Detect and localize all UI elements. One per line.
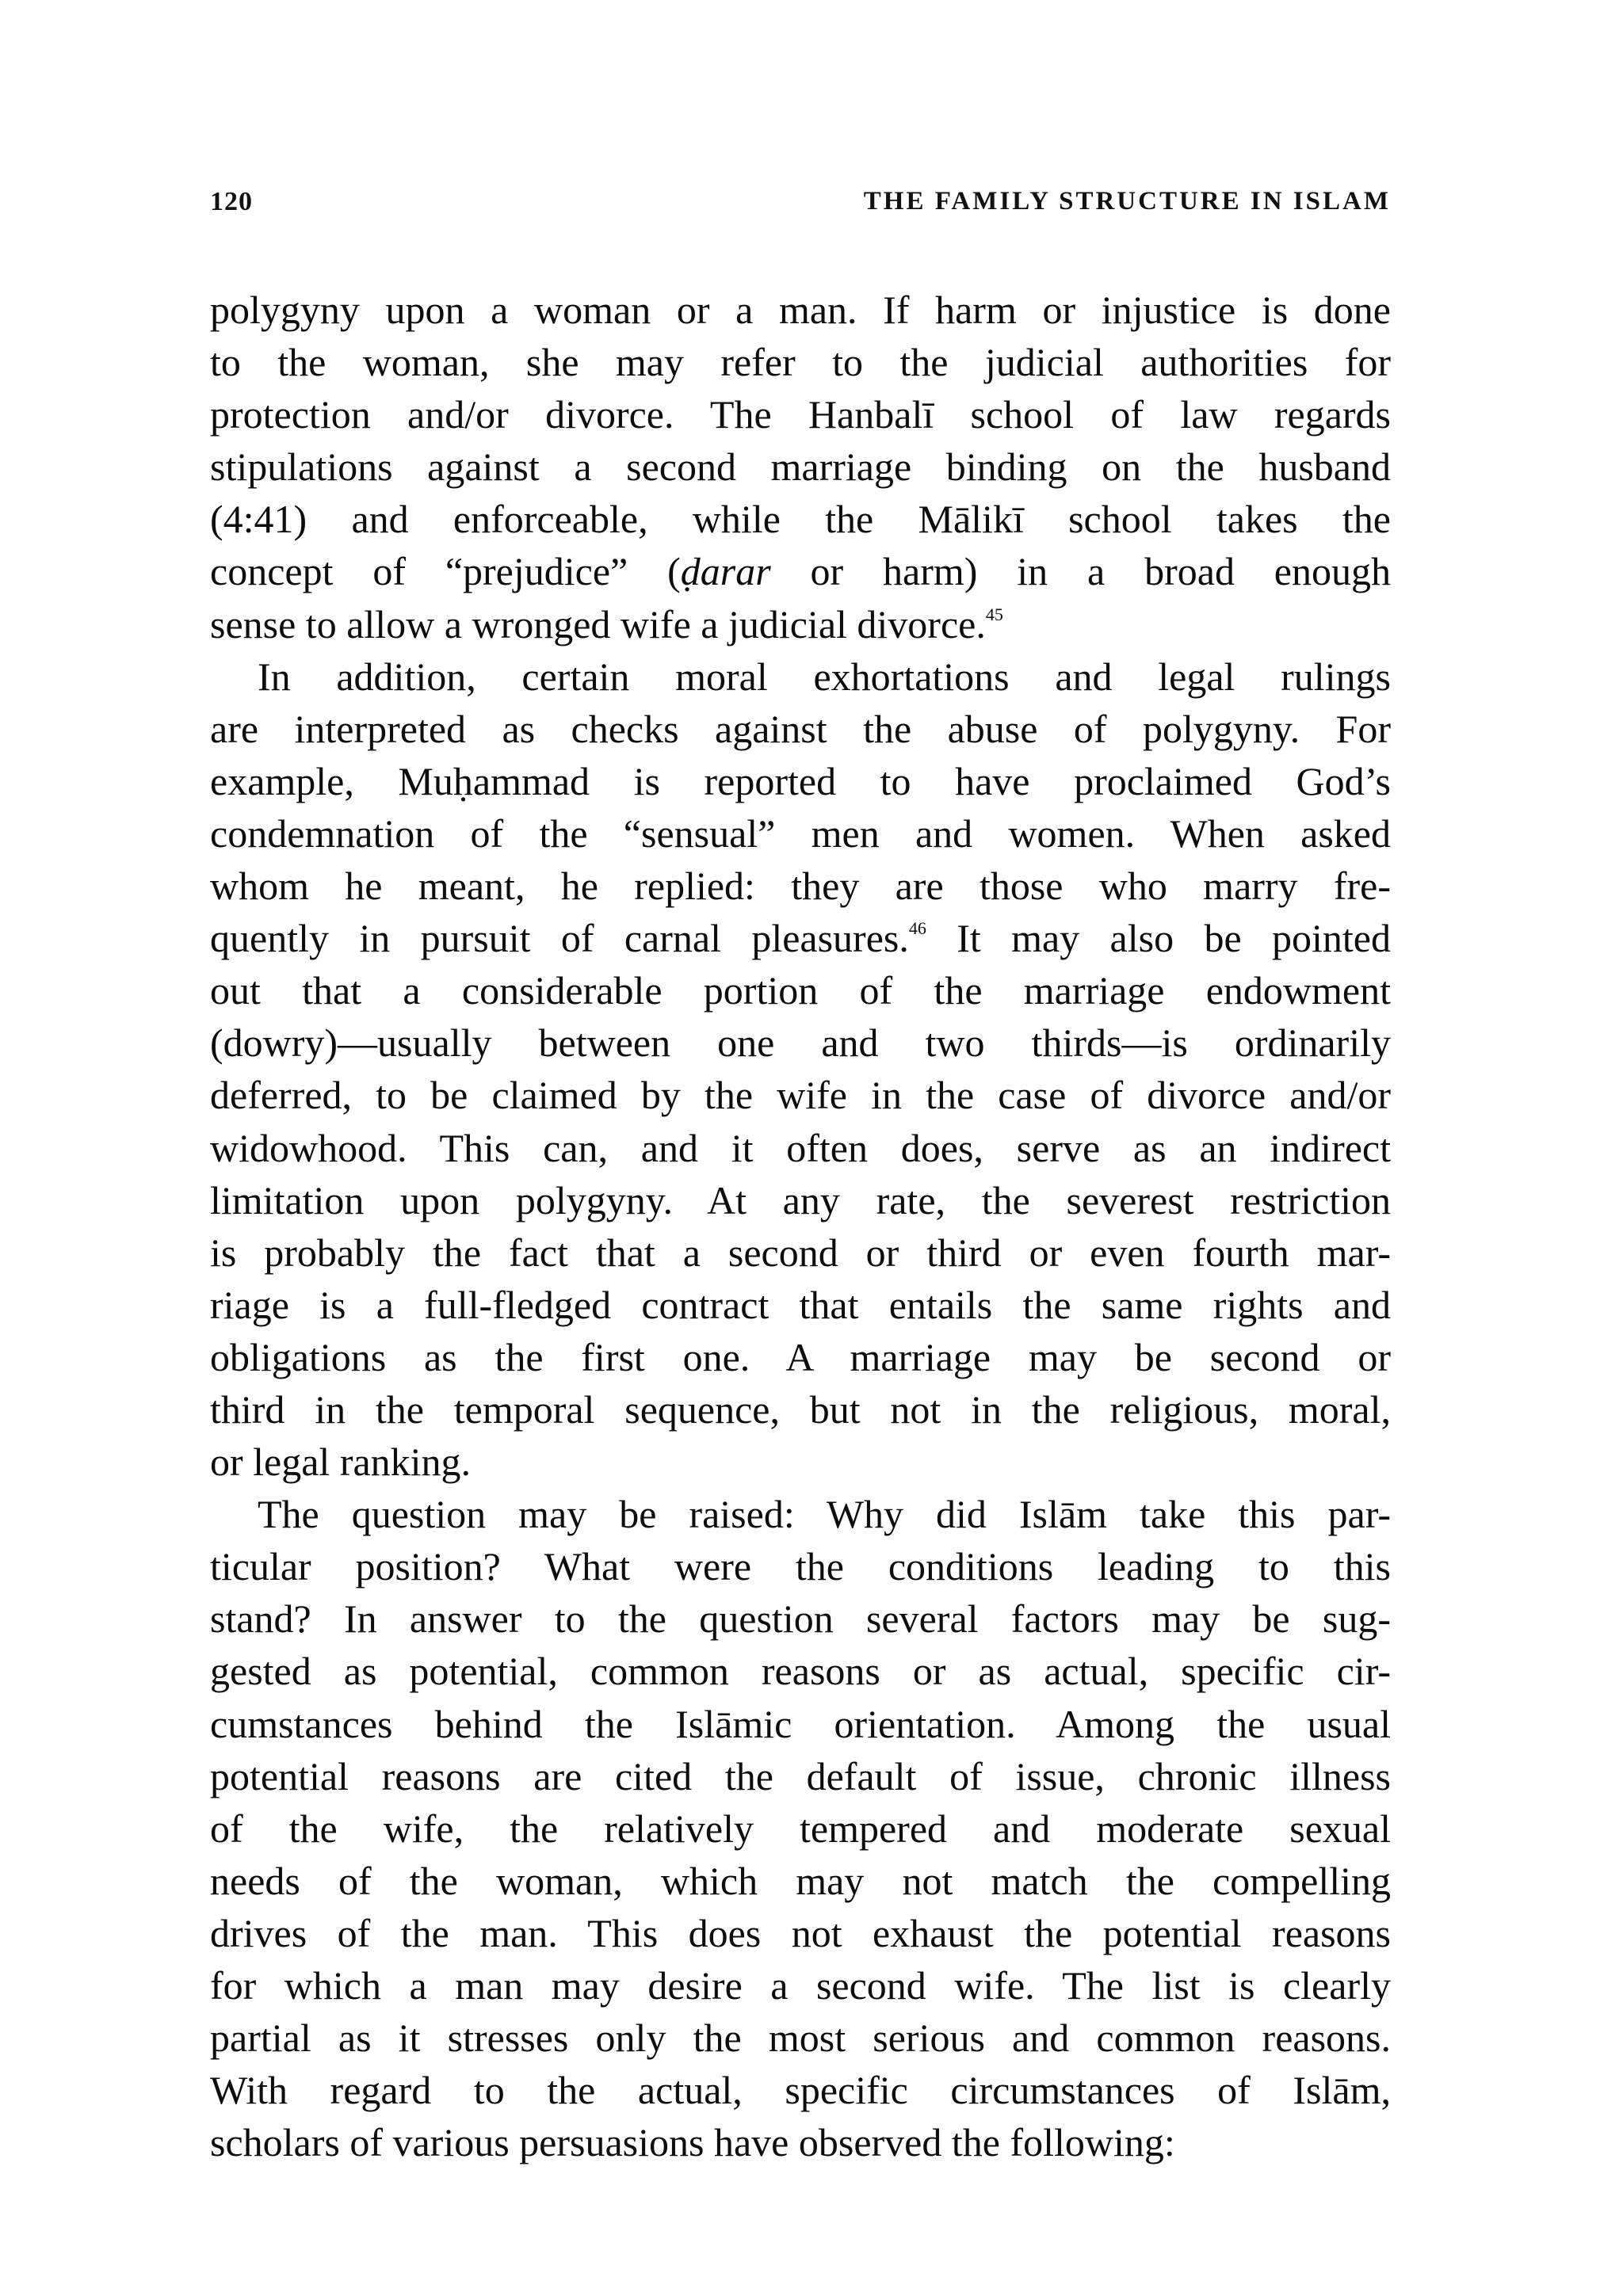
paragraph-1 (210, 284, 1391, 650)
text-line: are interpreted as checks against the abuse of polygyny. For (210, 706, 1391, 751)
text-line: of the wife, the relatively tempered and moderate sexual (210, 1806, 1391, 1851)
text-line: needs of the woman, which may not match the compelling (210, 1858, 1391, 1903)
text-line: stand? In answer to the question several factors may be sug- (210, 1596, 1391, 1642)
text-line: deferred, to be claimed by the wife in the case of divorce and/or (210, 1073, 1391, 1118)
text-fragment: sense to allow a wronged wife a judicial divorce. (210, 601, 986, 646)
text-line: obligations as the first one. A marriage may be second or (210, 1334, 1391, 1379)
text-line: (4:41) and enforceable, while the Mālikī school takes the (210, 497, 1391, 542)
text-line: is probably the fact that a second or third or even fourth mar- (210, 1230, 1391, 1275)
footnote-marker: 45 (985, 604, 1003, 624)
text-fragment: concept of “prejudice” ( (210, 549, 681, 594)
text-fragment: or harm) in a broad enough (770, 549, 1391, 594)
text-line: or legal ranking. (210, 1440, 472, 1485)
footnote-marker: 46 (908, 918, 926, 939)
text-line: third in the temporal sequence, but not in the religious, moral, (210, 1386, 1391, 1432)
text-line: polygyny upon a woman or a man. If harm or injustice is done (210, 288, 1391, 332)
text-line: With regard to the actual, specific circumstances of Islām, (210, 2068, 1391, 2113)
text-line: scholars of various persuasions have observed the following: (210, 2120, 1175, 2165)
text-fragment: quently in pursuit of carnal pleasures. (210, 916, 909, 961)
text-line (210, 598, 1391, 650)
text-line: limitation upon polygyny. At any rate, the severest restriction (210, 1177, 1391, 1222)
text-line: cumstances behind the Islāmic orientation. Among the usual (210, 1701, 1391, 1746)
text-line: condemnation of the “sensual” men and women. When asked (210, 810, 1391, 856)
text-line: riage is a full-fledged contract that entails the same rights and (210, 1282, 1391, 1327)
text-line: gested as potential, common reasons or as actual, specific cir- (210, 1649, 1391, 1694)
page-header (210, 187, 1391, 235)
italic-term: ḍarar (680, 549, 771, 594)
text-fragment: It may also be pointed (926, 916, 1391, 961)
text-line: The question may be raised: Why did Islām take this par- (258, 1492, 1391, 1537)
text-line: widowhood. This can, and it often does, serve as an indirect (210, 1125, 1391, 1170)
text-line: potential reasons are cited the default of issue, chronic illness (210, 1753, 1391, 1798)
text-line: example, Muḥammad is reported to have proclaimed God’s (210, 758, 1391, 803)
text-line: In addition, certain moral exhortations and legal rulings (258, 654, 1391, 699)
body-text (210, 284, 1391, 2168)
text-line: (dowry)—usually between one and two thirds—is ordinarily (210, 1020, 1391, 1066)
text-line: to the woman, she may refer to the judicial authorities for (210, 340, 1391, 385)
paragraph-2 (210, 650, 1391, 1489)
text-line: drives of the man. This does not exhaust the potential reasons (210, 1910, 1391, 1955)
text-line: ticular position? What were the conditions leading to this (210, 1544, 1391, 1589)
page-number: 120 (210, 187, 253, 216)
text-line: whom he meant, he replied: they are those who marry fre- (210, 864, 1391, 909)
text-line: partial as it stresses only the most serious and common reasons. (210, 2016, 1391, 2061)
text-line: out that a considerable portion of the marriage endowment (210, 968, 1391, 1013)
text-line: stipulations against a second marriage binding on the husband (210, 444, 1391, 490)
text-line: protection and/or divorce. The Hanbalī school of law regards (210, 392, 1391, 437)
text-line (210, 545, 1391, 597)
text-line: for which a man may desire a second wife. The list is clearly (210, 1963, 1391, 2008)
text-line (210, 912, 1391, 964)
running-head: THE FAMILY STRUCTURE IN ISLAM (863, 187, 1391, 215)
paragraph-3 (210, 1488, 1391, 2168)
